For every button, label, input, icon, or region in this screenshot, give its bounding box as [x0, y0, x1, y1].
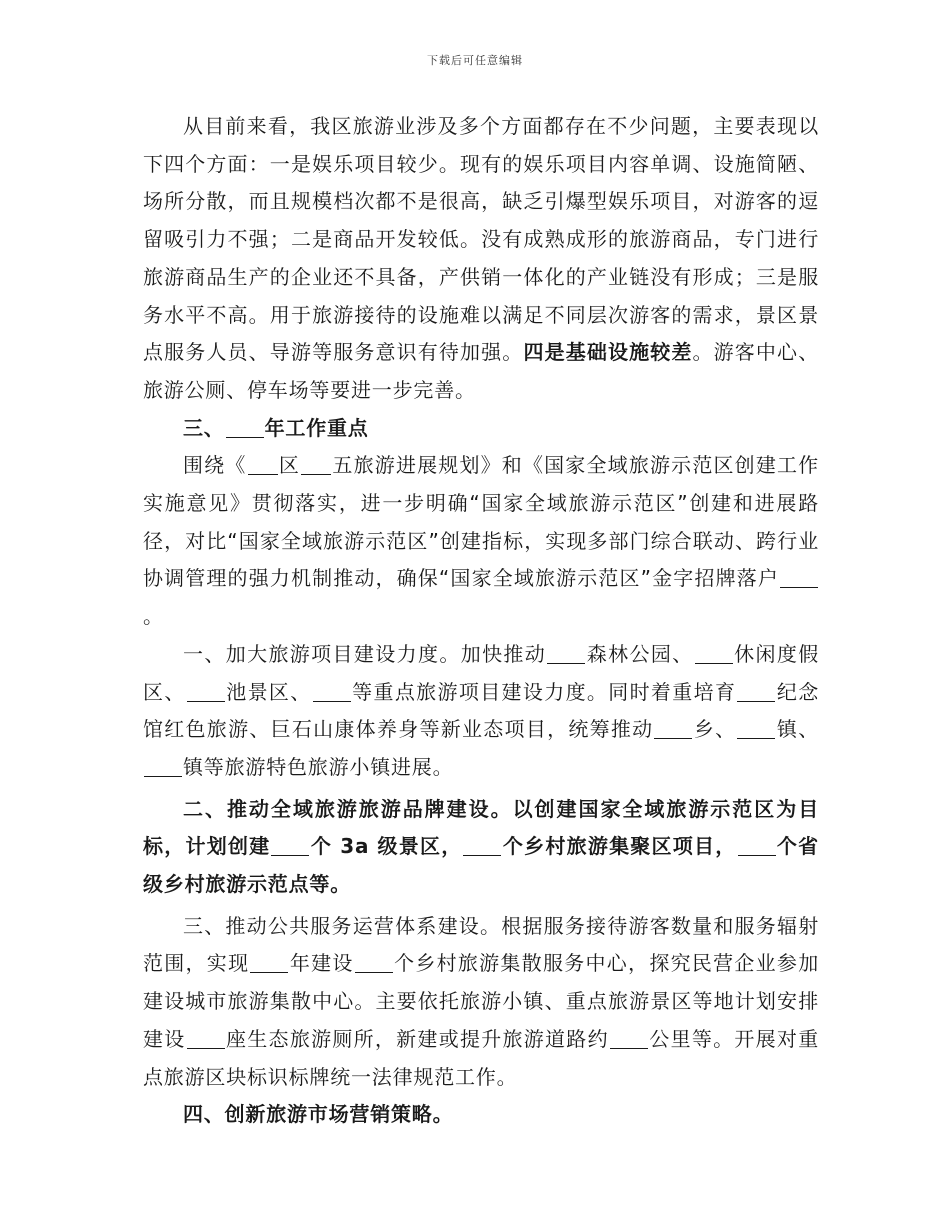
text-run: 个省级乡村旅游示范点等。 — [143, 834, 819, 897]
text-run: 座生态旅游厕所，新建或提升旅游道路约 — [225, 1026, 609, 1051]
text-run: 森林公园、 — [586, 641, 694, 666]
text-run: 年工作重点 — [264, 415, 369, 440]
text-run: 个乡村旅游集聚区项目， — [502, 834, 737, 859]
blank-line — [780, 567, 818, 588]
text-run: 镇、 — [776, 717, 819, 742]
paragraph-problems — [143, 108, 819, 410]
text-run: 个乡村旅游集散服务中心，探究民营企业参加建设城市旅游集散中心。主要依托旅游小镇、重点旅游景区等地计划安排建设 — [143, 951, 819, 1051]
text-run: 纪念馆红色旅游、巨石山康体养身等新业态项目，统筹推动 — [143, 679, 819, 742]
blank-line — [187, 1028, 225, 1049]
blank-line — [248, 454, 278, 475]
text-run: 公里等。开展对重点旅游区块标识标牌统一法律规范工作。 — [143, 1026, 819, 1089]
blank-line — [313, 681, 351, 702]
blank-line — [463, 835, 501, 856]
blank-line — [355, 952, 393, 973]
text-run: 个 3a 级景区， — [310, 834, 463, 859]
text-run: 镇等旅游特色旅游小镇进展。 — [183, 754, 454, 779]
blank-line — [187, 681, 225, 702]
text-run: 二、推动全域旅游旅游品牌建设。以创建国家全域旅游示范区为目标，计划创建 — [143, 796, 819, 859]
text-run: 。游客中心、旅游公厕、停车场等要进一步完善。 — [143, 340, 819, 402]
paragraph-item-four: 四、创新旅游市场营销策略。 — [183, 1102, 454, 1127]
text-run: 区 — [278, 453, 301, 478]
blank-line — [737, 718, 775, 739]
text-run: 休闲度假区、 — [143, 641, 819, 704]
text-run: 三、推动公共服务运营体系建设。根据服务接待游客数量和服务辐射范围，实现 — [143, 913, 819, 976]
blank-line — [271, 835, 309, 856]
text-run: 一、加大旅游项目建设力度。加快推动 — [183, 641, 547, 666]
text-run: 等重点旅游项目建设力度。同时着重培育 — [351, 679, 737, 704]
blank-line — [226, 417, 264, 438]
paragraph-item-one — [143, 636, 819, 787]
paragraph-item-two — [143, 791, 819, 904]
blank-line — [738, 835, 776, 856]
blank-line — [547, 643, 585, 664]
text-run: 从目前来看，我区旅游业涉及多个方面都存在不少问题，主要表现以下四个方面：一是娱乐项目较少。现有的娱乐项目内容单调、设施简陋、场所分散，而且规模档次都不是很高，缺乏引爆型娱乐项目，对游客的逗留吸引力不强；二是商品开发较低。没有成熟成形的旅游商品，专门进行旅游商品生产的企业还不具备，产供销一体化的产业链没有形成；三是服务水平不高。用于旅游接待的设施难以满足不同层次游客的需求，景区景点服务人员、导游等服务意识有待加强。 — [143, 114, 819, 365]
text-run: 三、 — [183, 415, 225, 440]
blank-line — [144, 756, 182, 777]
blank-line — [737, 681, 775, 702]
page-header: 下载后可任意编辑 — [427, 54, 523, 67]
text-run: 乡、 — [693, 717, 737, 742]
bold-phrase: 四是基础设施较差 — [523, 340, 693, 365]
text-run: 围绕《 — [183, 453, 247, 478]
paragraph-plan-intro — [143, 447, 819, 636]
text-run: 。 — [143, 604, 164, 629]
text-run: 池景区、 — [225, 679, 312, 704]
blank-line — [301, 454, 331, 475]
document-body — [143, 108, 819, 1134]
paragraph-item-three — [143, 908, 819, 1097]
blank-line — [654, 718, 692, 739]
blank-line — [695, 643, 733, 664]
blank-line — [610, 1028, 648, 1049]
text-run: 五旅游进展规划》和《国家全域旅游示范区创建工作实施意见》贯彻落实，进一步明确“国家全域旅游示范区”创建和进展路径，对比“国家全域旅游示范区”创建指标，实现多部门综合联动、跨行业协调管理的强力机制推动，确保“国家全域旅游示范区”金字招牌落户 — [143, 453, 819, 591]
text-run: 年建设 — [289, 951, 354, 976]
section-heading-work-focus — [143, 410, 819, 448]
blank-line — [250, 952, 288, 973]
